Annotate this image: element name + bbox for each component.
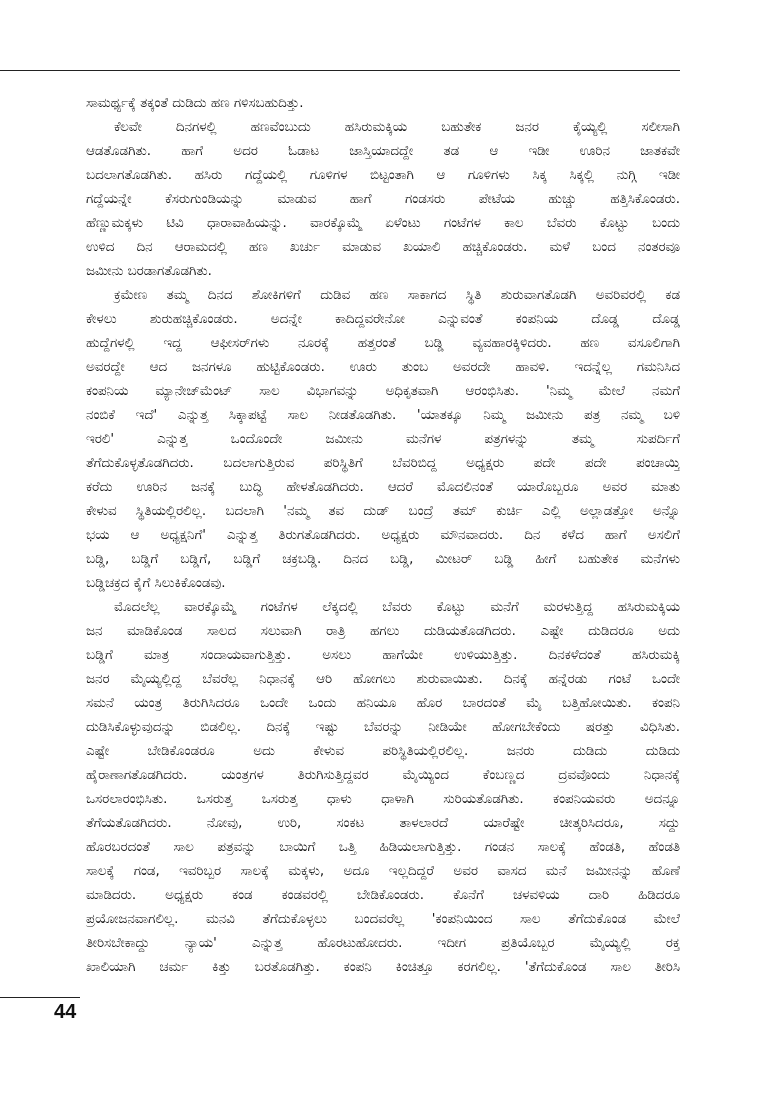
text-line: ಕರೆದು ಊರಿನ ಜನಕ್ಕೆ ಬುದ್ಧಿ ಹೇಳತೊಡಗಿದರು. ಆದರೆ ಮೊದಲಿನಂತೆ ಯಾರೊಬ್ಬರೂ ಅವರ ಮಾತು <box>86 480 680 495</box>
text-line: ಗದ್ದೆಯನ್ನೇ ಕೆಸರುಗುಂಡಿಯನ್ನು ಮಾಡುವ ಹಾಗೆ ಗಂಡಸರು ಪೇಟೆಯ ಹುಚ್ಚು ಹತ್ತಿಸಿಕೊಂಡರು. <box>86 192 680 207</box>
text-line: ಉಳಿದ ದಿನ ಆರಾಮದಲ್ಲಿ ಹಣ ಖರ್ಚು ಮಾಡುವ ಖಯಾಲಿ ಹಚ್ಚಿಕೊಂಡರು. ಮಳೆ ಬಂದ ನಂತರವೂ <box>86 240 680 255</box>
text-line: ಇರಲಿ' ಎನ್ನುತ್ತ ಒಂದೊಂದೇ ಜಮೀನು ಮನೆಗಳ ಪತ್ರಗಳನ್ನು ತಮ್ಮ ಸುಪರ್ದಿಗೆ <box>86 432 680 447</box>
text-line: ಬಡ್ಡಿಚಕ್ರದ ಕೈಗೆ ಸಿಲುಕಿಕೊಂಡವು. <box>86 576 226 591</box>
text-line: ಖಾಲಿಯಾಗಿ ಚರ್ಮ ಕಿತ್ತು ಬರತೊಡಗಿತ್ತು. ಕಂಪನಿ ಕಿಂಚಿತ್ತೂ ಕರಗಲಿಲ್ಲ. 'ತೆಗೆದುಕೊಂಡ ಸಾಲ ತೀರಿಸಿ <box>86 960 680 975</box>
text-line: ಕ್ರಮೇಣ ತಮ್ಮ ದಿನದ ಶೋಕಿಗಳಿಗೆ ದುಡಿವ ಹಣ ಸಾಕಾಗದ ಸ್ಥಿತಿ ಶುರುವಾಗತೊಡಗಿ ಅವರಿವರಲ್ಲಿ ಕಡ <box>114 288 680 303</box>
text-line: ಕೇಳುವ ಸ್ಥಿತಿಯಲ್ಲಿರಲಿಲ್ಲ. ಬದಲಾಗಿ 'ನಮ್ಮ ತವ ದುಡ್ ಬಂದ್ರೆ ತಮ್ ಕುರ್ಚಿ ಎಲ್ಲಿ ಅಲ್ಲಾಡತ್ತೋ ಅನ್ನೊ <box>86 504 680 519</box>
text-line: ಬದಲಾಗತೊಡಗಿತು. ಹಸಿರು ಗದ್ದೆಯಲ್ಲಿ ಗೂಳಿಗಳ ಬಿಟ್ಟಂತಾಗಿ ಆ ಗೂಳಿಗಳು ಸಿಕ್ಕ ಸಿಕ್ಕಲ್ಲಿ ನುಗ್ಗಿ ಇಡೀ <box>86 168 680 183</box>
text-line: ಮಾಡಿದರು. ಅಧ್ಯಕ್ಷರು ಕಂಡ ಕಂಡವರಲ್ಲಿ ಬೇಡಿಕೊಂಡರು. ಕೊನೆಗೆ ಚಳವಳಿಯ ದಾರಿ ಹಿಡಿದರೂ <box>86 888 680 903</box>
footer-rule <box>0 997 80 998</box>
text-line: ಜನರ ಮೈಯ್ಯಲ್ಲಿದ್ದ ಬೆವರೆಲ್ಲ ನಿಧಾನಕ್ಕೆ ಆರಿ ಹೋಗಲು ಶುರುವಾಯಿತು. ದಿನಕ್ಕೆ ಹನ್ನೆರಡು ಗಂಟೆ ಒಂದೇ <box>86 672 680 687</box>
text-line: ಹೊರಬರದಂತೆ ಸಾಲ ಪತ್ರವನ್ನು ಬಾಯಿಗೆ ಒತ್ತಿ ಹಿಡಿಯಲಾಗುತ್ತಿತ್ತು. ಗಂಡನ ಸಾಲಕ್ಕೆ ಹೆಂಡತಿ, ಹೆಂಡತಿ <box>86 840 680 855</box>
text-line: ಒಸರಲಾರಂಭಿಸಿತು. ಒಸರುತ್ತ ಒಸರುತ್ತ ಧಾಳು ಧಾಳಾಗಿ ಸುರಿಯತೊಡಗಿತು. ಕಂಪನಿಯವರು ಅದನ್ನೂ <box>86 792 680 807</box>
text-line: ಕೆಲವೇ ದಿನಗಳಲ್ಲಿ ಹಣವೆಂಬುದು ಹಸಿರುಮಕ್ಕಿಯ ಬಹುತೇಕ ಜನರ ಕೈಯ್ಯಲ್ಲಿ ಸಲೀಸಾಗಿ <box>114 120 680 135</box>
text-line: ಮೊದಲೆಲ್ಲ ವಾರಕ್ಕೊಮ್ಮೆ ಗಂಟೆಗಳ ಲೆಕ್ಕದಲ್ಲಿ ಬೆವರು ಕೊಟ್ಟು ಮನೆಗೆ ಮರಳುತ್ತಿದ್ದ ಹಸಿರುಮಕ್ಕಿಯ <box>114 600 680 615</box>
header-rule <box>0 70 680 71</box>
text-line: ನಂಬಿಕೆ ಇದೆ' ಎನ್ನುತ್ತ ಸಿಕ್ಕಾಪಟ್ಟೆ ಸಾಲ ನೀಡತೊಡಗಿತು. 'ಯಾತಕ್ಕೂ ನಿಮ್ಮ ಜಮೀನು ಪತ್ರ ನಮ್ಮ ಬಳಿ <box>86 408 680 423</box>
text-line: ಹೈರಾಣಾಗತೊಡಗಿದರು. ಯಂತ್ರಗಳ ತಿರುಗಿಸುತ್ತಿದ್ದವರ ಮೈಯ್ಯಿಂದ ಕೆಂಬಣ್ಣದ ದ್ರವವೊಂದು ನಿಧಾನಕ್ಕೆ <box>86 768 680 783</box>
paragraph <box>86 116 680 284</box>
text-line: ಸಾಮರ್ಥ್ಯಕ್ಕೆ ತಕ್ಕಂತೆ ದುಡಿದು ಹಣ ಗಳಿಸಬಹುದಿತ್ತು. <box>86 96 304 111</box>
text-line: ಸಮನೆ ಯಂತ್ರ ತಿರುಗಿಸಿದರೂ ಒಂದೇ ಒಂದು ಹನಿಯೂ ಹೊರ ಬಾರದಂತೆ ಮೈ ಬತ್ತಿಹೋಯಿತು. ಕಂಪನಿ <box>86 696 680 711</box>
text-line: ಜನ ಮಾಡಿಕೊಂಡ ಸಾಲದ ಸಲುವಾಗಿ ರಾತ್ರಿ ಹಗಲು ದುಡಿಯತೊಡಗಿದರು. ಎಷ್ಟೇ ದುಡಿದರೂ ಅದು <box>86 624 680 639</box>
text-line: ತೆಗೆಯತೊಡಗಿದರು. ನೋವು, ಉರಿ, ಸಂಕಟ ತಾಳಲಾರದೆ ಯಾರೆಷ್ಟೇ ಚೀತ್ಕರಿಸಿದರೂ, ಸದ್ದು <box>86 816 680 831</box>
text-line: ಬಡ್ಡಿ, ಬಡ್ಡಿಗೆ ಬಡ್ಡಿಗೆ, ಬಡ್ಡಿಗೆ ಚಕ್ರಬಡ್ಡಿ. ದಿನದ ಬಡ್ಡಿ, ಮೀಟರ್ ಬಡ್ಡಿ ಹೀಗೆ ಬಹುತೇಕ ಮನೆಗಳು <box>86 552 680 567</box>
text-line: ಅವರದ್ದೇ ಆದ ಜನಗಳೂ ಹುಟ್ಟಿಕೊಂಡರು. ಊರು ತುಂಬ ಅವರದೇ ಹಾವಳಿ. ಇದನ್ನೆಲ್ಲ ಗಮನಿಸಿದ <box>86 360 680 375</box>
text-line: ಜಮೀನು ಬರಡಾಗತೊಡಗಿತು. <box>86 264 212 279</box>
paragraph <box>86 284 680 596</box>
text-line: ಆಡತೊಡಗಿತು. ಹಾಗೆ ಅದರ ಓಡಾಟ ಜಾಸ್ತಿಯಾದದ್ದೇ ತಡ ಆ ಇಡೀ ಊರಿನ ಜಾತಕವೇ <box>86 144 680 159</box>
text-line: ಪ್ರಯೋಜನವಾಗಲಿಲ್ಲ. ಮನವಿ ತೆಗೆದುಕೊಳ್ಳಲು ಬಂದವರೆಲ್ಲ 'ಕಂಪನಿಯಿಂದ ಸಾಲ ತೆಗೆದುಕೊಂಡ ಮೇಲೆ <box>86 912 680 927</box>
text-line: ತೆಗೆದುಕೊಳ್ಳತೊಡಗಿದರು. ಬದಲಾಗುತ್ತಿರುವ ಪರಿಸ್ಥಿತಿಗೆ ಬೆವರಿಬಿದ್ದ ಅಧ್ಯಕ್ಷರು ಪದೇ ಪದೇ ಪಂಚಾಯ್ತಿ <box>86 456 680 471</box>
body-text <box>86 92 680 980</box>
paragraph <box>86 596 680 980</box>
text-line: ಕಂಪನಿಯ ಮ್ಯಾನೇಜ್‌ಮೆಂಟ್ ಸಾಲ ವಿಭಾಗವನ್ನು ಅಧಿಕೃತವಾಗಿ ಆರಂಭಿಸಿತು. 'ನಿಮ್ಮ ಮೇಲೆ ನಮಗೆ <box>86 384 680 399</box>
text-line: ಹೆಣ್ಣುಮಕ್ಕಳು ಟಿವಿ ಧಾರಾವಾಹಿಯನ್ನು. ವಾರಕ್ಕೊಮ್ಮೆ ಏಳೆಂಟು ಗಂಟೆಗಳ ಕಾಲ ಬೆವರು ಕೊಟ್ಟು ಬಂದು <box>86 216 680 231</box>
text-line: ಬಡ್ಡಿಗೆ ಮಾತ್ರ ಸಂದಾಯವಾಗುತ್ತಿತ್ತು. ಅಸಲು ಹಾಗೆಯೇ ಉಳಿಯುತ್ತಿತ್ತು. ದಿನಕಳೆದಂತೆ ಹಸಿರುಮಕ್ಕಿ <box>86 648 680 663</box>
text-line: ಎಷ್ಟೇ ಬೇಡಿಕೊಂಡರೂ ಅದು ಕೇಳುವ ಪರಿಸ್ಥಿತಿಯಲ್ಲಿರಲಿಲ್ಲ. ಜನರು ದುಡಿದು ದುಡಿದು <box>86 744 680 759</box>
page-number: 44 <box>54 1001 77 1023</box>
paragraph <box>86 92 680 116</box>
text-line: ತೀರಿಸಬೇಕಾದ್ದು ನ್ಯಾಯ' ಎನ್ನುತ್ತ ಹೊರಟುಹೋದರು. ಇದೀಗ ಪ್ರತಿಯೊಬ್ಬರ ಮೈಯ್ಯಲ್ಲಿ ರಕ್ತ <box>86 936 680 951</box>
text-line: ಹುದ್ದೆಗಳಲ್ಲಿ ಇದ್ದ ಆಫೀಸರ್‌ಗಳು ನೂರಕ್ಕೆ ಹತ್ತರಂತೆ ಬಡ್ಡಿ ವ್ಯವಹಾರಕ್ಕಿಳಿದರು. ಹಣ ವಸೂಲಿಗಾಗಿ <box>86 336 680 351</box>
text-line: ಕೇಳಲು ಶುರುಹಚ್ಚಿಕೊಂಡರು. ಅದನ್ನೇ ಕಾದಿದ್ದವರೇನೋ ಎನ್ನುವಂತೆ ಕಂಪನಿಯ ದೊಡ್ಡ ದೊಡ್ಡ <box>86 312 680 327</box>
text-line: ದುಡಿಸಿಕೊಳ್ಳುವುದನ್ನು ಬಿಡಲಿಲ್ಲ. ದಿನಕ್ಕೆ ಇಷ್ಟು ಬೆವರನ್ನು ನೀಡಿಯೇ ಹೋಗಬೇಕೆಂದು ಷರತ್ತು ವಿಧಿಸಿತು. <box>86 720 680 735</box>
text-line: ಸಾಲಕ್ಕೆ ಗಂಡ, ಇವರಿಬ್ಬರ ಸಾಲಕ್ಕೆ ಮಕ್ಕಳು, ಅದೂ ಇಲ್ಲದಿದ್ದರೆ ಅವರ ವಾಸದ ಮನೆ ಜಮೀನನ್ನು ಹೊಣೆ <box>86 864 680 879</box>
text-line: ಭಯ ಆ ಅಧ್ಯಕ್ಷನಿಗೆ' ಎನ್ನುತ್ತ ತಿರುಗತೊಡಗಿದರು. ಅಧ್ಯಕ್ಷರು ಮೌನವಾದರು. ದಿನ ಕಳೆದ ಹಾಗೆ ಅಸಲಿಗೆ <box>86 528 680 543</box>
